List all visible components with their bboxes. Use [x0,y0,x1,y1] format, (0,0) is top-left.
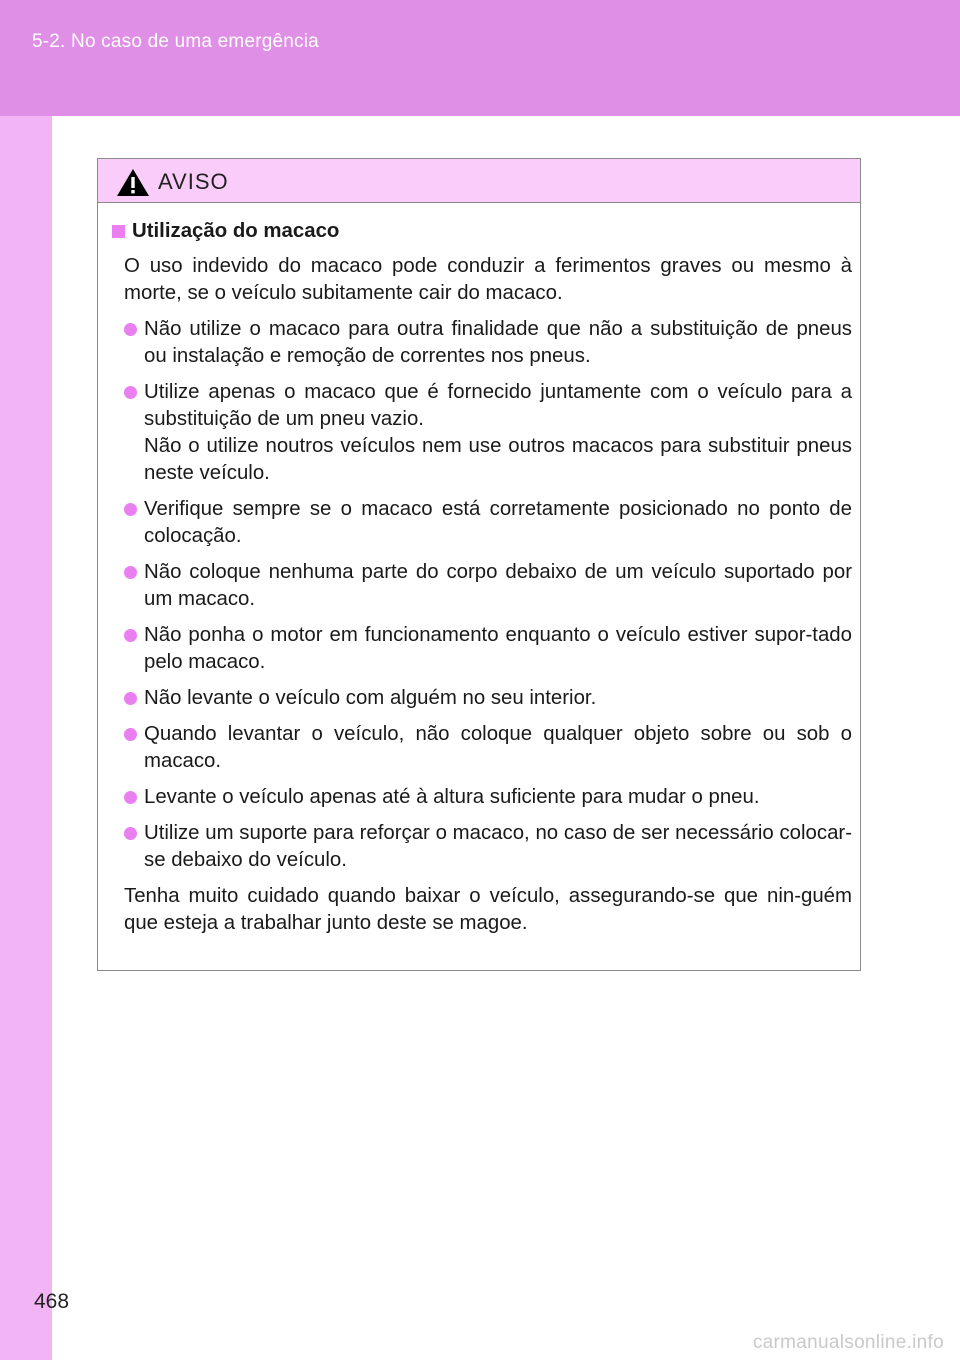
section-heading [112,218,852,245]
side-strip [0,116,52,1360]
page-header [0,0,960,116]
list-item [124,784,852,811]
closing-paragraph: Tenha muito cuidado quando baixar o veículo, assegurando-se que nin-guém que esteja a trabalhar junto deste se magoe. [124,885,852,934]
list-item-text: Levante o veículo apenas até à altura suficiente para mudar o pneu. [144,786,760,808]
warning-body [98,202,860,946]
list-item [124,316,852,370]
list-item [124,622,852,676]
intro-paragraph: O uso indevido do macaco pode conduzir a ferimentos graves ou mesmo à morte, se o veículo subitamente cair do macaco. [124,255,852,304]
warning-title: AVISO [158,169,229,194]
list-item-text: Quando levantar o veículo, não coloque qualquer objeto sobre ou sob o macaco. [144,723,852,772]
list-item [124,379,852,487]
square-bullet-icon [112,225,125,238]
circle-bullet-icon [124,791,137,804]
list-item-text: Utilize apenas o macaco que é fornecido juntamente com o veículo para a substituição de um pneu vazio. [144,381,852,430]
circle-bullet-icon [124,827,137,840]
section-heading-text: Utilização do macaco [132,220,340,242]
list-item-text: Verifique sempre se o macaco está corretamente posicionado no ponto de colocação. [144,498,852,547]
circle-bullet-icon [124,692,137,705]
list-item-text: Não levante o veículo com alguém no seu interior. [144,687,597,709]
list-item [124,820,852,874]
circle-bullet-icon [124,728,137,741]
page-number: 468 [34,1290,70,1313]
warning-header [98,159,860,203]
watermark: carmanualsonline.info [752,1332,944,1353]
circle-bullet-icon [124,386,137,399]
list-item [124,721,852,775]
list-item-text: Não ponha o motor em funcionamento enquanto o veículo estiver supor-tado pelo macaco. [144,624,852,673]
circle-bullet-icon [124,629,137,642]
section-title: 5-2. No caso de uma emergência [32,31,319,52]
circle-bullet-icon [124,566,137,579]
circle-bullet-icon [124,323,137,336]
list-item [124,559,852,613]
list-item-text: Não utilize o macaco para outra finalidade que não a substituição de pneus ou instalação e remoção de correntes nos pneus. [144,318,852,367]
list-item [124,685,852,712]
circle-bullet-icon [124,503,137,516]
list-item-text: Não coloque nenhuma parte do corpo debaixo de um veículo suportado por um macaco. [144,561,852,610]
list-item [124,496,852,550]
list-item-text: Utilize um suporte para reforçar o macaco, no caso de ser necessário colocar-se debaixo do veículo. [144,822,852,871]
warning-box [97,158,861,971]
warning-triangle-icon [116,168,150,197]
list-item-text: Não o utilize noutros veículos nem use outros macacos para substituir pneus neste veículo. [144,435,852,484]
